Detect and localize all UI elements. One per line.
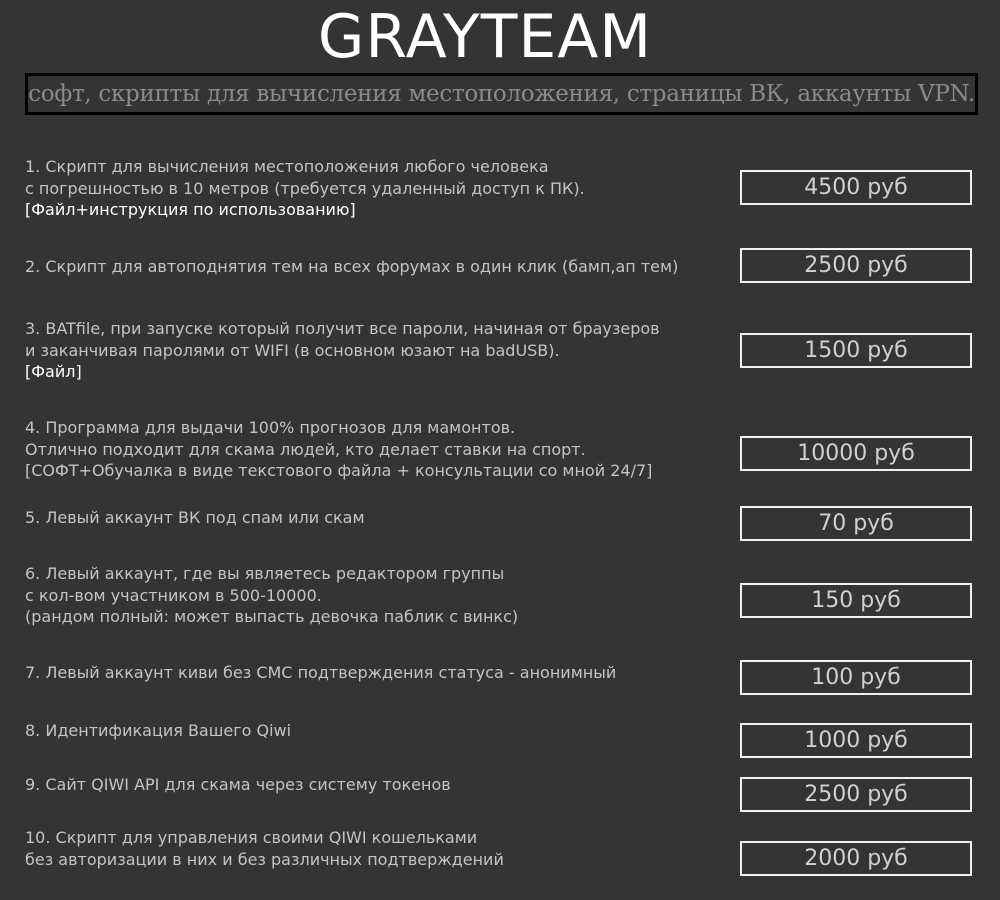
item-9-line-1: 9. Сайт QIWI API для скама через систему токенов — [25, 775, 451, 794]
item-10-line-2: без авторизации в них и без различных подтверждений — [25, 849, 504, 869]
product-item-5 — [25, 507, 705, 529]
item-3-line-3: [Файл] — [25, 362, 82, 381]
price-button-1[interactable]: 4500 руб — [740, 170, 972, 205]
item-3-line-2: и заканчивая паролями от WIFI (в основном юзают на badUSB). — [25, 340, 560, 360]
price-button-9[interactable]: 2500 руб — [740, 777, 972, 812]
item-6-line-3: (рандом полный: может выпасть девочка паблик с винкс) — [25, 607, 519, 626]
price-button-8[interactable]: 1000 руб — [740, 723, 972, 758]
price-button-5[interactable]: 70 руб — [740, 506, 972, 541]
price-button-10[interactable]: 2000 руб — [740, 841, 972, 876]
product-item-7 — [25, 662, 705, 684]
item-4-line-2: Отлично подходит для скама людей, кто делает ставки на спорт. — [25, 439, 586, 459]
price-button-6[interactable]: 150 руб — [740, 583, 972, 618]
product-item-10 — [25, 827, 705, 870]
product-item-3 — [25, 318, 705, 383]
product-item-1 — [25, 156, 705, 221]
brand-title: GRAYTEAM — [317, 2, 653, 72]
tagline-text: софт, скрипты для вычисления местоположения, страницы ВК, аккаунты VPN. — [28, 81, 975, 107]
product-item-9 — [25, 774, 705, 796]
item-2-line-1: 2. Скрипт для автоподнятия тем на всех форумах в один клик (бамп,ап тем) — [25, 257, 679, 276]
item-4-line-3: [СОФТ+Обучалка в виде текстового файла + консультации со мной 24/7] — [25, 461, 653, 480]
item-8-line-1: 8. Идентификация Вашего Qiwi — [25, 721, 292, 740]
price-button-2[interactable]: 2500 руб — [740, 248, 972, 283]
tagline-banner — [25, 73, 978, 115]
price-button-3[interactable]: 1500 руб — [740, 333, 972, 368]
product-item-2 — [25, 256, 705, 278]
item-6-line-2: с кол-вом участником в 500-10000. — [25, 585, 322, 605]
item-7-line-1: 7. Левый аккаунт киви без СМС подтверждения статуса - анонимный — [25, 663, 617, 682]
product-item-6 — [25, 563, 705, 628]
product-item-4 — [25, 417, 705, 482]
item-1-line-1: 1. Скрипт для вычисления местоположения любого человека — [25, 157, 549, 176]
product-item-8 — [25, 720, 705, 742]
item-3-line-1: 3. BATfile, при запуске который получит все пароли, начиная от браузеров — [25, 319, 660, 338]
item-6-line-1: 6. Левый аккаунт, где вы являетесь редактором группы — [25, 564, 505, 583]
item-4-line-1: 4. Программа для выдачи 100% прогнозов для мамонтов. — [25, 418, 516, 437]
price-button-7[interactable]: 100 руб — [740, 660, 972, 695]
item-10-line-1: 10. Скрипт для управления своими QIWI кошельками — [25, 828, 478, 847]
item-1-line-3: [Файл+инструкция по использованию] — [25, 200, 356, 219]
item-1-line-2: с погрешностью в 10 метров (требуется удаленный доступ к ПК). — [25, 178, 585, 198]
item-5-line-1: 5. Левый аккаунт ВК под спам или скам — [25, 508, 365, 527]
price-button-4[interactable]: 10000 руб — [740, 436, 972, 471]
